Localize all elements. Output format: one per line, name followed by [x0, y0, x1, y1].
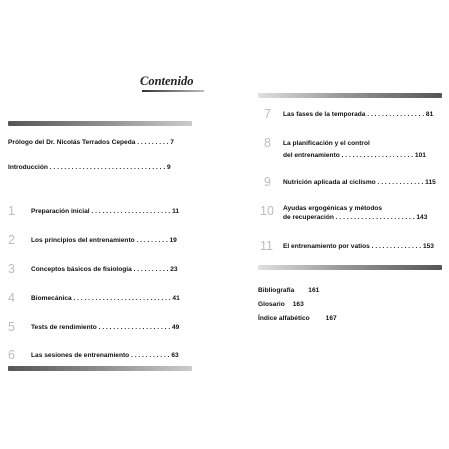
toc-entry-chapter-7[interactable] [283, 111, 433, 119]
entry-page: 163 [292, 301, 304, 308]
toc-entry-chapter-4[interactable]: Biomecánica . . . . . . . . . . . . . . . . . . . . . . . . . . . 41 [31, 295, 180, 302]
chapter-number: 2 [8, 233, 15, 247]
toc-entry-line: Las fases de la temporada . . . . . . . . . . . . . . . . 81 [283, 111, 434, 118]
page-title: Contenido [140, 74, 194, 88]
toc-entry-chapter-8[interactable] [283, 140, 426, 160]
toc-entry-chapter-5[interactable]: Tests de rendimiento . . . . . . . . . . . . . . . . . . . . 49 [31, 324, 180, 331]
left-bottom-divider [8, 366, 192, 371]
chapter-number: 8 [264, 136, 271, 150]
chapter-number: 9 [264, 175, 271, 189]
left-top-divider [8, 121, 192, 126]
right-top-divider [258, 93, 442, 98]
toc-entry-indice[interactable] [258, 315, 337, 323]
toc-entry-line: de recuperación . . . . . . . . . . . . . . . . . . . . . . 143 [283, 214, 428, 221]
toc-entry-chapter-2[interactable]: Los principios del entrenamiento . . . . . . . . . 19 [31, 237, 177, 244]
entry-page: 167 [325, 315, 337, 322]
chapter-number: 10 [260, 204, 274, 218]
toc-entry-chapter-10[interactable] [283, 205, 427, 222]
chapter-number: 6 [8, 348, 15, 362]
title-underline [142, 90, 204, 92]
chapter-number: 7 [264, 107, 271, 121]
toc-entry-line: Ayudas ergogénicas y métodos [283, 205, 383, 212]
chapter-number: 5 [8, 320, 15, 334]
toc-entry-chapter-9[interactable] [283, 179, 436, 187]
toc-entry-line: El entrenamiento por vatios . . . . . . . . . . . . . . 153 [283, 243, 434, 250]
toc-entry-line: Nutrición aplicada al ciclismo . . . . . . . . . . . . . 115 [283, 179, 436, 186]
toc-entry-prologo[interactable]: Prólogo del Dr. Nicolás Terrados Cepeda . . . . . . . . . 7 [8, 139, 174, 146]
toc-entry-glosario[interactable] [258, 301, 304, 309]
toc-entry-line: La planificación y el control [283, 140, 370, 147]
toc-entry-introduccion[interactable]: Introducción . . . . . . . . . . . . . . . . . . . . . . . . . . . . . . . . 9 [8, 164, 171, 171]
entry-label: Bibliografía [258, 287, 295, 294]
entry-label: Índice alfabético [258, 315, 310, 322]
toc-entry-bibliografia[interactable] [258, 287, 319, 295]
chapter-number: 1 [8, 204, 15, 218]
toc-entry-line: del entrenamiento . . . . . . . . . . . . . . . . . . . . 101 [283, 152, 426, 159]
toc-entry-chapter-3[interactable]: Conceptos básicos de fisiología . . . . . . . . . . 23 [31, 266, 178, 273]
chapter-number: 11 [260, 239, 273, 253]
chapter-number: 4 [8, 291, 15, 305]
toc-entry-chapter-11[interactable] [283, 243, 434, 251]
entry-page: 161 [308, 287, 320, 294]
entry-label: Glosario [258, 301, 285, 308]
toc-entry-chapter-6[interactable]: Las sesiones de entrenamiento . . . . . . . . . . . 63 [31, 352, 179, 359]
chapter-number: 3 [8, 262, 15, 276]
toc-entry-chapter-1[interactable]: Preparación inicial . . . . . . . . . . . . . . . . . . . . . . 11 [31, 208, 180, 215]
right-middle-divider [258, 265, 442, 270]
